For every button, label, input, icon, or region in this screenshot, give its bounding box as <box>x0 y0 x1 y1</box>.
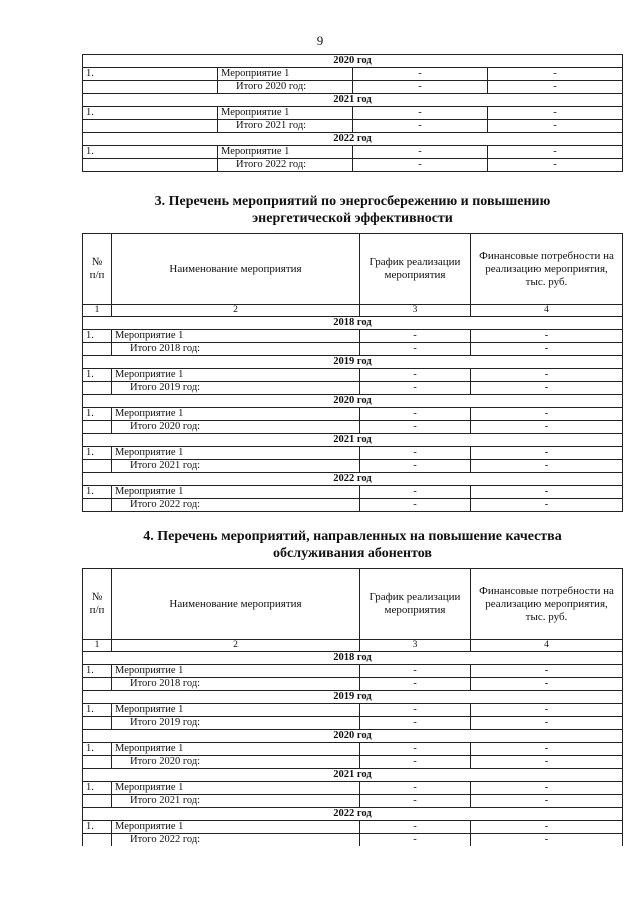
total-finance: - <box>471 421 623 434</box>
total-row <box>83 421 623 434</box>
activity-name: Мероприятие 1 <box>112 743 360 756</box>
section-3-title-line1: 3. Перечень мероприятий по энергосбережению и повышению <box>154 194 551 209</box>
section-4-title-line2: обслуживания абонентов <box>273 546 432 561</box>
header-schedule: График реализации мероприятия <box>360 234 471 305</box>
total-row <box>83 343 623 356</box>
total-schedule: - <box>360 717 471 730</box>
table-row <box>83 107 623 120</box>
table-row <box>83 782 623 795</box>
schedule-cell: - <box>360 447 471 460</box>
year-group-2021 <box>83 434 623 473</box>
row-number: 1. <box>83 68 218 81</box>
section-3-title-line2: энергетической эффективности <box>252 211 453 226</box>
total-finance: - <box>471 717 623 730</box>
section-3-table <box>82 233 623 512</box>
finance-cell: - <box>471 821 623 834</box>
top-table <box>82 54 623 172</box>
total-label: Итого 2018 год: <box>112 678 360 691</box>
row-number: 1. <box>83 330 112 343</box>
activity-name: Мероприятие 1 <box>218 146 353 159</box>
schedule-cell: - <box>360 743 471 756</box>
year-heading: 2020 год <box>83 55 623 68</box>
column-number: 4 <box>471 305 623 317</box>
table-row <box>83 704 623 717</box>
section-4-table <box>82 568 623 846</box>
total-schedule: - <box>360 460 471 473</box>
section-4-title <box>82 528 623 562</box>
activity-name: Мероприятие 1 <box>112 782 360 795</box>
activity-name: Мероприятие 1 <box>112 447 360 460</box>
header-number: № п/п <box>83 569 112 640</box>
finance-cell: - <box>471 447 623 460</box>
total-row <box>83 795 623 808</box>
header-finance: Финансовые потребности на реализацию мероприятия, тыс. руб. <box>471 234 623 305</box>
finance-cell: - <box>471 408 623 421</box>
year-heading: 2018 год <box>83 652 623 665</box>
total-row <box>83 834 623 847</box>
total-label: Итого 2019 год: <box>112 382 360 395</box>
year-heading: 2022 год <box>83 808 623 821</box>
activity-name: Мероприятие 1 <box>112 486 360 499</box>
total-label: Итого 2020 год: <box>218 81 353 94</box>
year-group-2019 <box>83 691 623 730</box>
total-schedule: - <box>360 756 471 769</box>
schedule-cell: - <box>360 821 471 834</box>
total-label: Итого 2022 год: <box>112 834 360 847</box>
activity-name: Мероприятие 1 <box>112 408 360 421</box>
schedule-cell: - <box>360 665 471 678</box>
total-schedule: - <box>353 159 488 172</box>
finance-cell: - <box>471 486 623 499</box>
total-row <box>83 756 623 769</box>
year-group-2018 <box>83 652 623 691</box>
total-schedule: - <box>353 120 488 133</box>
table-row <box>83 146 623 159</box>
year-group-2020 <box>83 395 623 434</box>
total-finance: - <box>471 343 623 356</box>
year-group-2020 <box>83 730 623 769</box>
total-finance: - <box>471 756 623 769</box>
total-schedule: - <box>360 795 471 808</box>
column-number: 1 <box>83 640 112 652</box>
finance-cell: - <box>471 782 623 795</box>
header-finance: Финансовые потребности на реализацию мероприятия, тыс. руб. <box>471 569 623 640</box>
empty-cell <box>83 120 218 133</box>
finance-cell: - <box>471 665 623 678</box>
column-number: 2 <box>112 640 360 652</box>
row-number: 1. <box>83 821 112 834</box>
total-label: Итого 2021 год: <box>112 460 360 473</box>
total-label: Итого 2021 год: <box>112 795 360 808</box>
year-heading: 2020 год <box>83 395 623 408</box>
finance-cell: - <box>488 68 623 81</box>
header-name: Наименование мероприятия <box>112 569 360 640</box>
schedule-cell: - <box>360 408 471 421</box>
total-schedule: - <box>360 834 471 847</box>
total-label: Итого 2020 год: <box>112 421 360 434</box>
table-row <box>83 486 623 499</box>
empty-cell <box>83 343 112 356</box>
table-row <box>83 665 623 678</box>
section-4-title-line1: 4. Перечень мероприятий, направленных на повышение качества <box>143 529 562 544</box>
total-schedule: - <box>360 421 471 434</box>
schedule-cell: - <box>360 486 471 499</box>
finance-cell: - <box>471 330 623 343</box>
column-number-row <box>83 640 623 652</box>
activity-name: Мероприятие 1 <box>112 821 360 834</box>
column-number: 3 <box>360 305 471 317</box>
schedule-cell: - <box>360 369 471 382</box>
year-heading: 2022 год <box>83 133 623 146</box>
activity-name: Мероприятие 1 <box>112 665 360 678</box>
year-group-2019 <box>83 356 623 395</box>
activity-name: Мероприятие 1 <box>112 369 360 382</box>
activity-name: Мероприятие 1 <box>218 68 353 81</box>
total-finance: - <box>471 678 623 691</box>
year-heading: 2021 год <box>83 434 623 447</box>
total-schedule: - <box>353 81 488 94</box>
schedule-cell: - <box>360 704 471 717</box>
activity-name: Мероприятие 1 <box>112 704 360 717</box>
year-heading: 2020 год <box>83 730 623 743</box>
header-row <box>83 569 623 640</box>
empty-cell <box>83 795 112 808</box>
total-row <box>83 678 623 691</box>
finance-cell: - <box>488 107 623 120</box>
column-number-row <box>83 305 623 317</box>
header-number: № п/п <box>83 234 112 305</box>
empty-cell <box>83 421 112 434</box>
table-row <box>83 743 623 756</box>
total-schedule: - <box>360 343 471 356</box>
table-row <box>83 369 623 382</box>
page-number: 9 <box>316 33 324 48</box>
header-row <box>83 234 623 305</box>
year-group-2018 <box>83 317 623 356</box>
section-3-title <box>82 193 623 227</box>
header-name: Наименование мероприятия <box>112 234 360 305</box>
empty-cell <box>83 81 218 94</box>
total-row <box>83 120 623 133</box>
total-row <box>83 81 623 94</box>
activity-name: Мероприятие 1 <box>112 330 360 343</box>
year-heading: 2021 год <box>83 769 623 782</box>
total-finance: - <box>488 120 623 133</box>
empty-cell <box>83 159 218 172</box>
year-heading: 2018 год <box>83 317 623 330</box>
schedule-cell: - <box>360 782 471 795</box>
empty-cell <box>83 499 112 512</box>
year-group-2022 <box>83 473 623 512</box>
year-heading: 2019 год <box>83 691 623 704</box>
year-heading: 2019 год <box>83 356 623 369</box>
total-finance: - <box>471 795 623 808</box>
table-row <box>83 330 623 343</box>
total-schedule: - <box>360 382 471 395</box>
year-group-2021 <box>83 769 623 808</box>
total-label: Итого 2018 год: <box>112 343 360 356</box>
activity-name: Мероприятие 1 <box>218 107 353 120</box>
empty-cell <box>83 717 112 730</box>
table-row <box>83 821 623 834</box>
total-schedule: - <box>360 678 471 691</box>
column-number: 3 <box>360 640 471 652</box>
row-number: 1. <box>83 107 218 120</box>
row-number: 1. <box>83 665 112 678</box>
row-number: 1. <box>83 782 112 795</box>
row-number: 1. <box>83 447 112 460</box>
year-heading: 2021 год <box>83 94 623 107</box>
total-label: Итого 2020 год: <box>112 756 360 769</box>
schedule-cell: - <box>353 68 488 81</box>
empty-cell <box>83 756 112 769</box>
empty-cell <box>83 460 112 473</box>
empty-cell <box>83 834 112 847</box>
schedule-cell: - <box>360 330 471 343</box>
empty-cell <box>83 382 112 395</box>
total-row <box>83 499 623 512</box>
total-finance: - <box>471 460 623 473</box>
total-row <box>83 159 623 172</box>
column-number: 4 <box>471 640 623 652</box>
year-group-2021 <box>83 94 623 133</box>
total-row <box>83 460 623 473</box>
total-label: Итого 2022 год: <box>112 499 360 512</box>
row-number: 1. <box>83 369 112 382</box>
total-finance: - <box>471 382 623 395</box>
year-heading: 2022 год <box>83 473 623 486</box>
total-schedule: - <box>360 499 471 512</box>
finance-cell: - <box>471 743 623 756</box>
column-number: 1 <box>83 305 112 317</box>
row-number: 1. <box>83 408 112 421</box>
schedule-cell: - <box>353 107 488 120</box>
finance-cell: - <box>471 704 623 717</box>
year-group-2022 <box>83 808 623 847</box>
total-label: Итого 2021 год: <box>218 120 353 133</box>
empty-cell <box>83 678 112 691</box>
row-number: 1. <box>83 743 112 756</box>
schedule-cell: - <box>353 146 488 159</box>
total-label: Итого 2019 год: <box>112 717 360 730</box>
year-group-2022 <box>83 133 623 172</box>
total-row <box>83 717 623 730</box>
header-schedule: График реализации мероприятия <box>360 569 471 640</box>
total-row <box>83 382 623 395</box>
row-number: 1. <box>83 146 218 159</box>
total-finance: - <box>488 81 623 94</box>
year-group-2020 <box>83 55 623 94</box>
table-row <box>83 408 623 421</box>
table-row <box>83 68 623 81</box>
total-finance: - <box>471 834 623 847</box>
finance-cell: - <box>488 146 623 159</box>
table-row <box>83 447 623 460</box>
finance-cell: - <box>471 369 623 382</box>
column-number: 2 <box>112 305 360 317</box>
row-number: 1. <box>83 704 112 717</box>
total-finance: - <box>488 159 623 172</box>
total-finance: - <box>471 499 623 512</box>
row-number: 1. <box>83 486 112 499</box>
total-label: Итого 2022 год: <box>218 159 353 172</box>
